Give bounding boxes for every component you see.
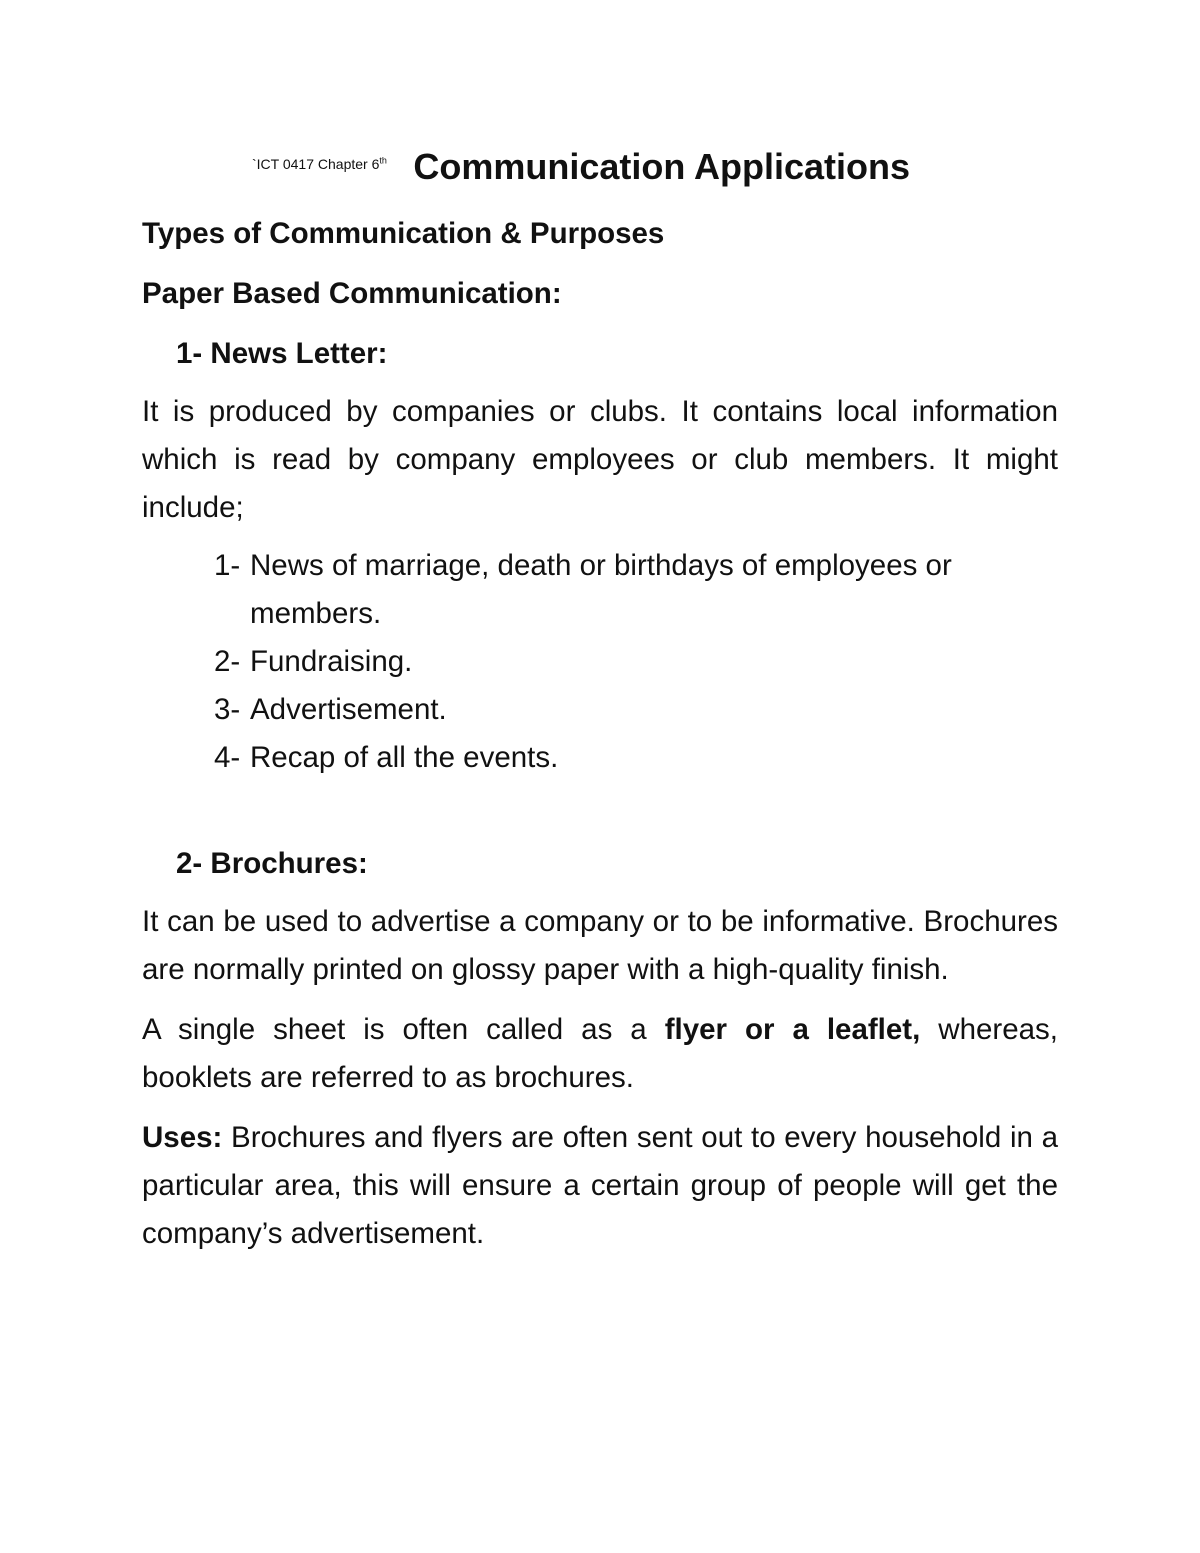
list-item-number: 1-: [214, 549, 241, 582]
newsletter-heading: 1- News Letter:: [176, 337, 388, 370]
newsletter-list: [142, 542, 1058, 782]
page-title: Communication Applications: [413, 146, 911, 187]
newsletter-paragraph: It is produced by companies or clubs. It contains local information which is read by company employees or club members. It might include;: [142, 395, 1058, 524]
list-item-text: Fundraising.: [250, 645, 413, 678]
chapter-note: [252, 156, 387, 172]
list-item: [214, 686, 1058, 734]
list-item: [214, 734, 1058, 782]
list-item-text: Recap of all the events.: [250, 741, 559, 774]
uses-label: Uses:: [142, 1121, 223, 1154]
list-item-number: 3-: [214, 693, 241, 726]
list-item-text: News of marriage, death or birthdays of employees or members.: [250, 549, 952, 630]
uses-paragraph: [142, 1114, 1058, 1258]
flyer-text-before: A single sheet is often called as a: [142, 1013, 665, 1046]
chapter-note-text: `ICT 0417 Chapter 6: [252, 156, 380, 172]
list-item: [214, 542, 1058, 638]
list-item-number: 2-: [214, 645, 241, 678]
list-item: [214, 638, 1058, 686]
brochures-paragraph: It can be used to advertise a company or to be informative. Brochures are normally printed on glossy paper with a high-quality finish.: [142, 905, 1058, 986]
list-item-text: Advertisement.: [250, 693, 447, 726]
document-body: [142, 210, 1058, 1258]
flyer-paragraph: [142, 1006, 1058, 1102]
chapter-note-sup: th: [379, 155, 387, 166]
flyer-bold-text: flyer or a leaflet,: [664, 1013, 921, 1046]
title-line: [252, 146, 1012, 188]
paper-based-heading: Paper Based Communication:: [142, 277, 562, 310]
types-heading: Types of Communication & Purposes: [142, 217, 665, 250]
uses-text: Brochures and flyers are often sent out to every household in a particular area, this will ensure a certain group of people will get the company’s advertisement.: [142, 1121, 1058, 1250]
list-item-number: 4-: [214, 741, 241, 774]
brochures-heading: 2- Brochures:: [176, 847, 368, 880]
flyer-text-after: whereas, booklets are referred to as brochures.: [142, 1013, 1058, 1094]
